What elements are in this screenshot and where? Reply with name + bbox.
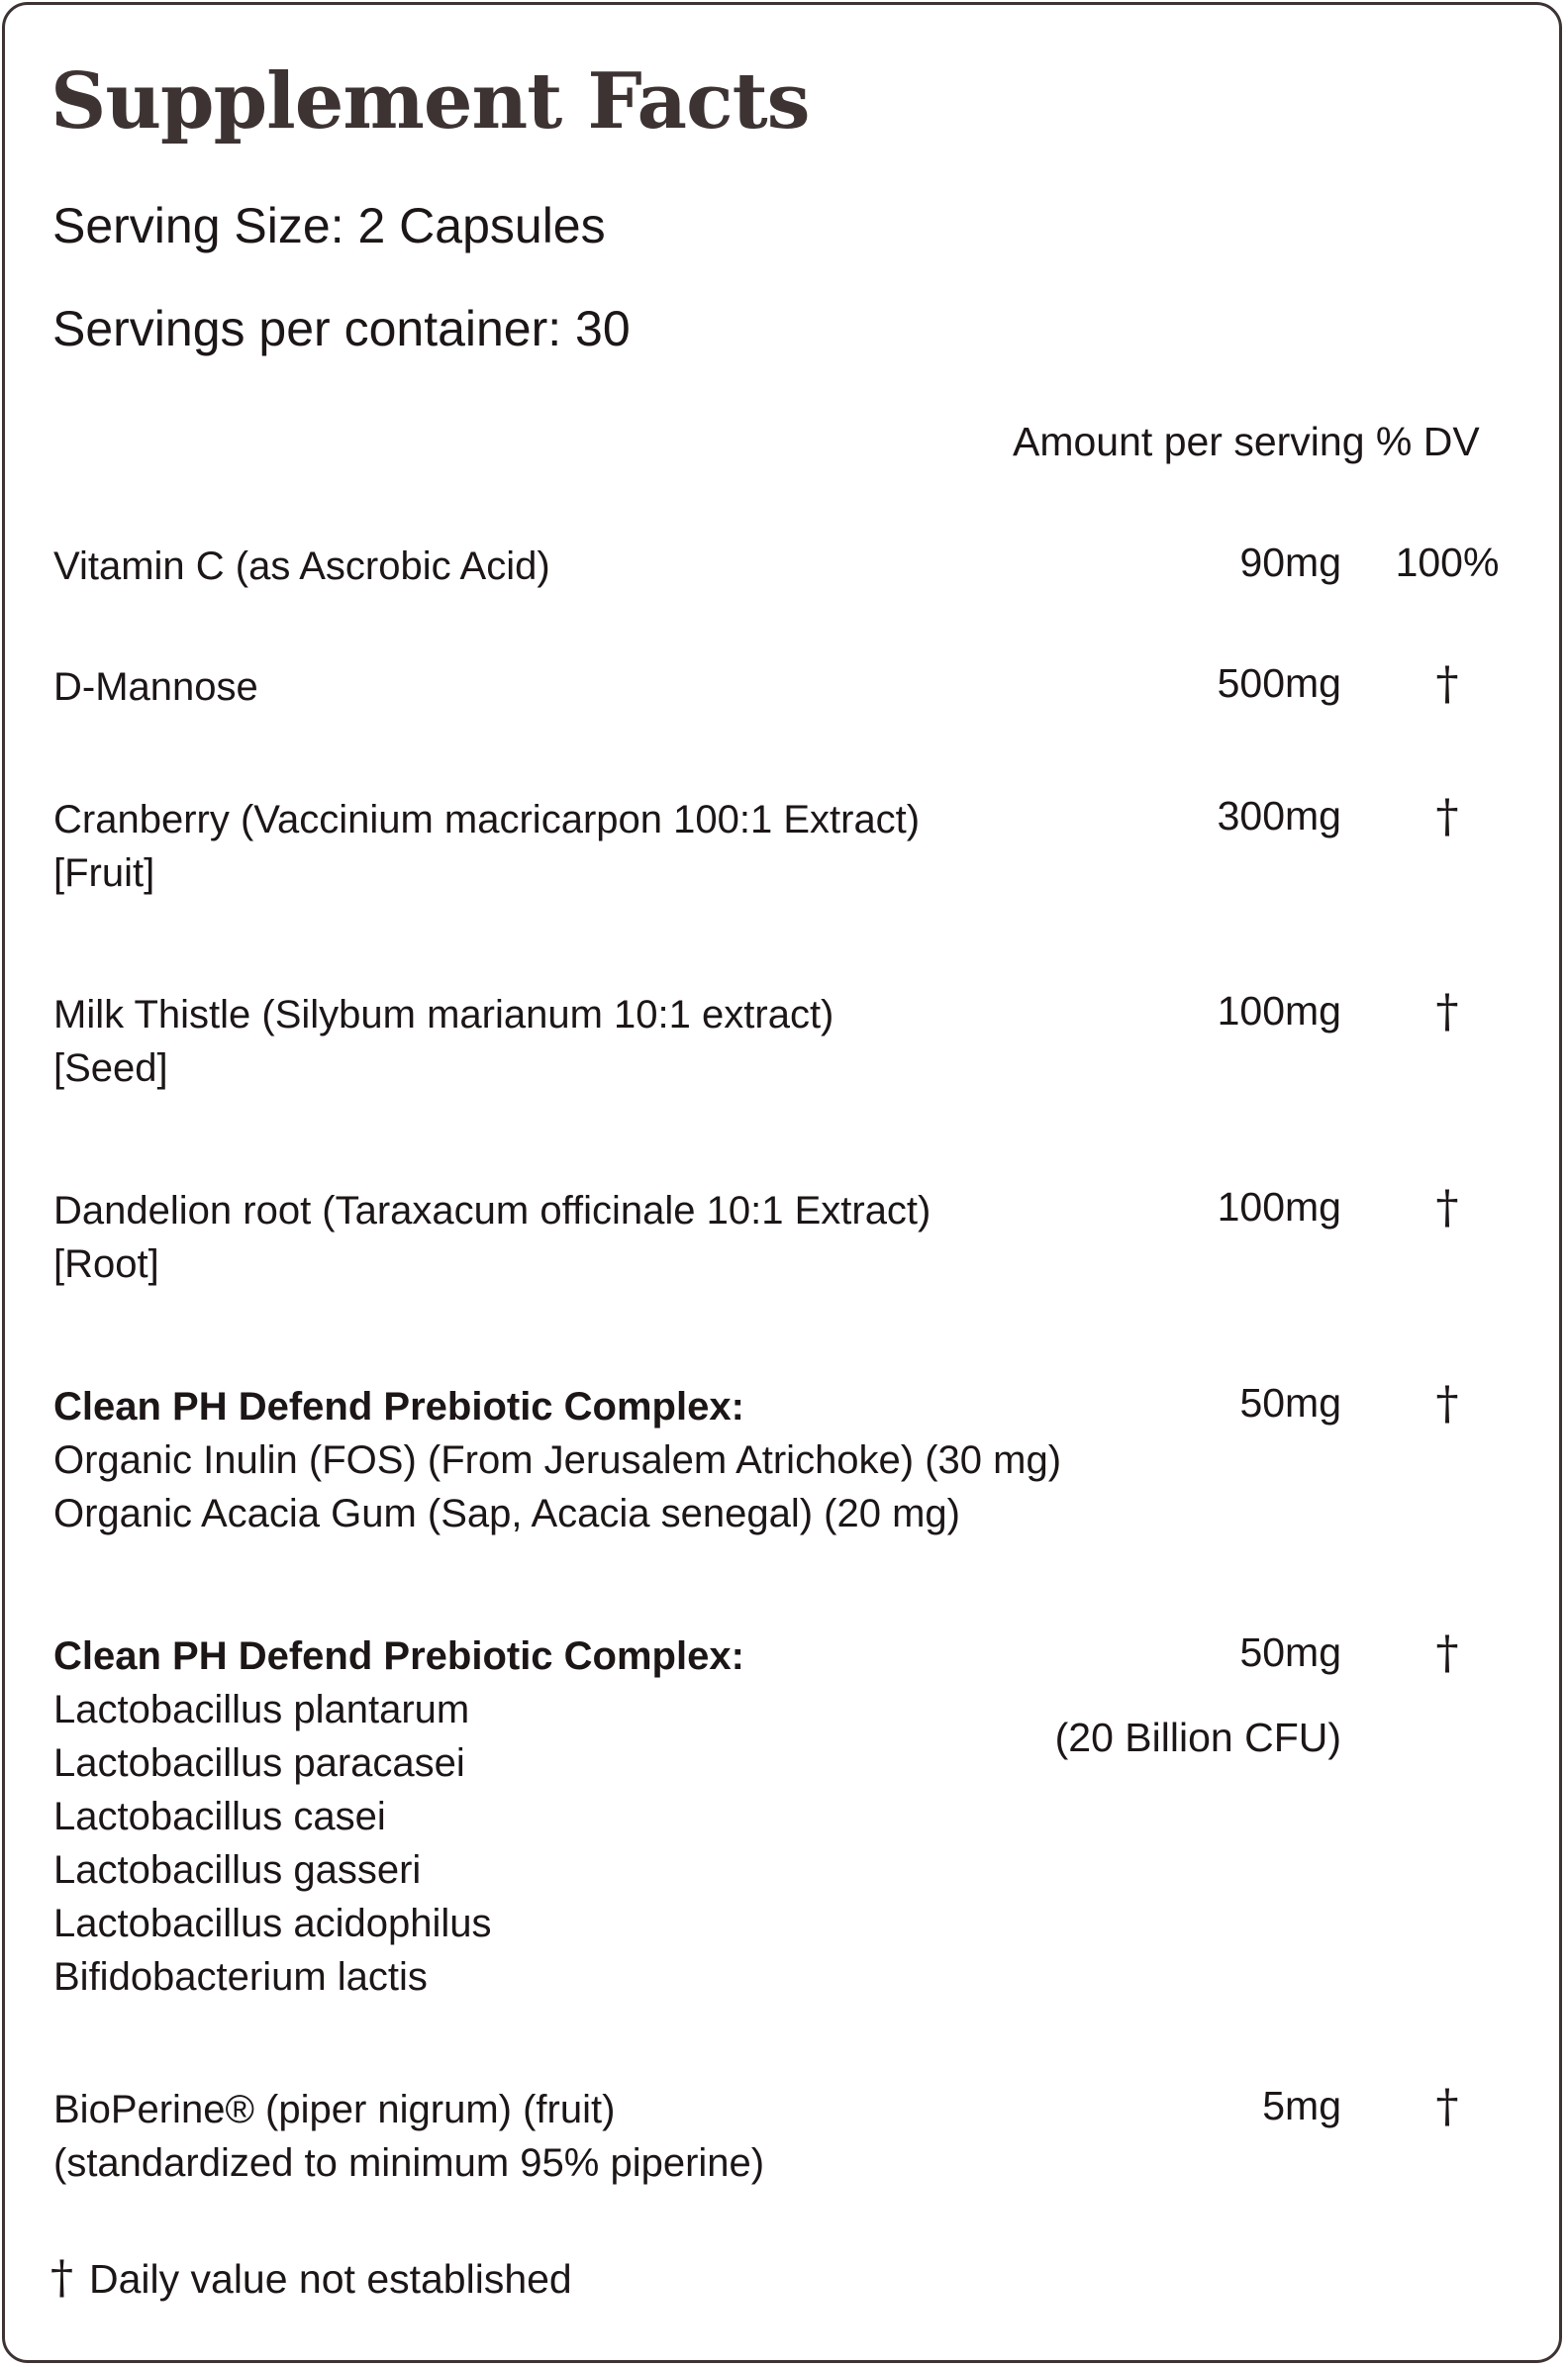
dagger-icon: † — [1435, 789, 1459, 842]
ingredient-line: Dandelion root (Taraxacum officinale 10:1 Extract) — [53, 1189, 931, 1233]
ingredient-name — [53, 2083, 764, 2190]
ingredient-name — [53, 793, 920, 900]
footnote — [50, 2250, 572, 2304]
ingredient-line: Bifidobacterium lactis — [53, 1955, 428, 1999]
ingredient-name — [53, 1629, 744, 2004]
ingredient-line: [Seed] — [53, 1046, 168, 1090]
ingredient-amount: 5mg — [1262, 2083, 1341, 2128]
ingredient-name — [53, 1380, 1061, 1540]
ingredient-amount: 300mg — [1217, 793, 1341, 838]
ingredient-amount: 50mg — [1239, 1380, 1341, 1426]
ingredient-amount: 90mg — [1239, 540, 1341, 585]
dagger-icon: † — [1435, 984, 1459, 1037]
cfu-count: (20 Billion CFU) — [1054, 1715, 1341, 1760]
ingredient-name — [53, 988, 833, 1095]
ingredient-line: [Root] — [53, 1242, 159, 1286]
ingredient-line: Lactobacillus acidophilus — [53, 1902, 492, 1945]
ingredient-line: Lactobacillus paracasei — [53, 1741, 465, 1785]
panel-title: Supplement Facts — [50, 56, 810, 147]
ingredient-line: [Fruit] — [53, 851, 155, 895]
complex-heading: Clean PH Defend Prebiotic Complex: — [53, 1385, 744, 1429]
supplement-facts-panel — [2, 2, 1562, 2363]
ingredient-line: Lactobacillus casei — [53, 1795, 386, 1838]
column-header: Amount per serving % DV — [1013, 419, 1480, 464]
ingredient-line: Organic Inulin (FOS) (From Jerusalem Atrichoke) (30 mg) — [53, 1438, 1062, 1482]
serving-size: Serving Size: 2 Capsules — [52, 198, 606, 253]
dagger-icon: † — [1435, 656, 1459, 710]
ingredient-line: D-Mannose — [53, 665, 258, 709]
ingredient-amount: 100mg — [1217, 988, 1341, 1034]
ingredient-amount: 100mg — [1217, 1184, 1341, 1230]
ingredient-name — [53, 540, 550, 593]
complex-heading: Clean PH Defend Prebiotic Complex: — [53, 1634, 744, 1678]
ingredient-name — [53, 1184, 931, 1291]
dagger-icon: † — [1435, 2079, 1459, 2132]
dagger-icon: † — [50, 2250, 73, 2304]
ingredient-amount: 50mg — [1239, 1629, 1341, 1675]
footnote-text: Daily value not established — [89, 2256, 572, 2302]
ingredient-line: Organic Acacia Gum (Sap, Acacia senegal) (20 mg) — [53, 1492, 960, 1535]
ingredient-line: Cranberry (Vaccinium macricarpon 100:1 Extract) — [53, 798, 921, 841]
dagger-icon: † — [1435, 1180, 1459, 1233]
ingredient-line: Milk Thistle (Silybum marianum 10:1 extract) — [53, 993, 834, 1036]
dagger-icon: † — [1435, 1626, 1459, 1679]
ingredient-line: (standardized to minimum 95% piperine) — [53, 2141, 765, 2185]
ingredient-line: Lactobacillus plantarum — [53, 1688, 470, 1731]
ingredient-line: Vitamin C (as Ascrobic Acid) — [53, 544, 550, 588]
ingredient-name — [53, 660, 258, 714]
dagger-icon: † — [1435, 1376, 1459, 1430]
ingredient-dv: 100% — [1395, 540, 1500, 585]
ingredient-amount: 500mg — [1217, 660, 1341, 706]
ingredient-line: BioPerine® (piper nigrum) (fruit) — [53, 2088, 616, 2131]
ingredient-line: Lactobacillus gasseri — [53, 1848, 422, 1892]
servings-per-container: Servings per container: 30 — [52, 301, 631, 356]
